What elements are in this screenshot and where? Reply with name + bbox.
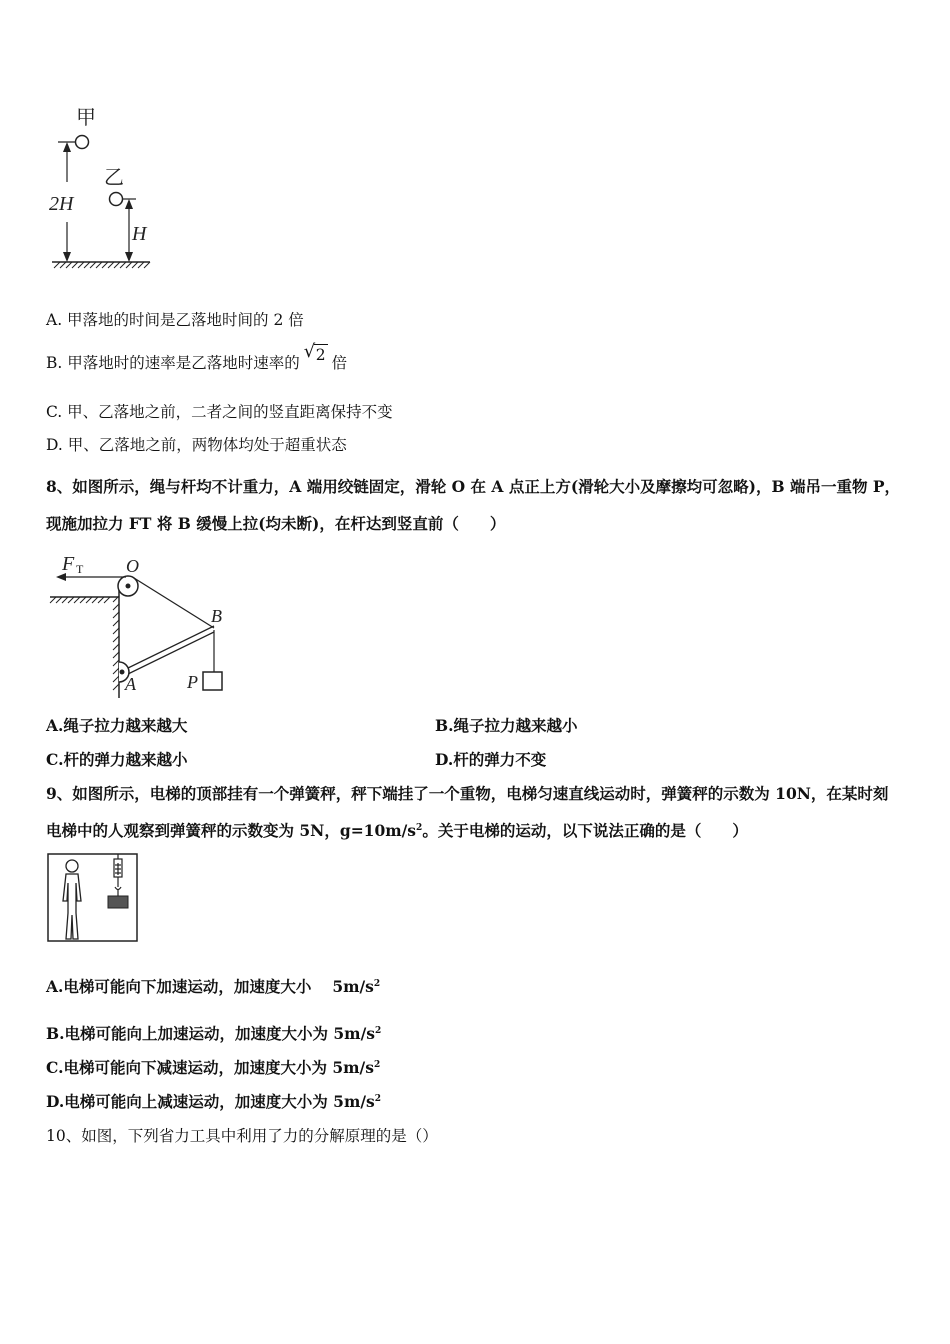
q9-option-c (46, 1058, 380, 1078)
label-h: H (132, 223, 147, 245)
q9-option-b (46, 1024, 381, 1044)
q9-option-c-sup: 2 (373, 1059, 381, 1070)
q9-option-a-text: A.电梯可能向下加速运动，加速度大小 5m/s (46, 977, 374, 996)
q7-option-d: D. 甲、乙落地之前，两物体均处于超重状态 (46, 436, 347, 454)
q8-stem-line-1: 8、如图所示，绳与杆均不计重力，A 端用绞链固定，滑轮 O 在 A 点正上方(滑轮大小及摩擦均可忽略)，B 端吊一重物 P， (46, 477, 901, 496)
q7-option-a: A. 甲落地的时间是乙落地时间的 2 倍 (46, 311, 304, 329)
q8-figure (44, 550, 234, 700)
q9-option-c-text: C.电梯可能向下减速运动，加速度大小为 5m/s (46, 1058, 374, 1077)
q8-stem-line-2: 现施加拉力 FT 将 B 缓慢上拉(均未断)，在杆达到竖直前（ ） (46, 514, 506, 533)
label-a: A (125, 674, 136, 694)
q9-option-b-sup: 2 (374, 1025, 382, 1036)
rope (134, 578, 214, 628)
q8-option-b: B.绳子拉力越来越小 (435, 716, 578, 735)
q9-stem-line-2-end: 。关于电梯的运动，以下说法正确的是（ ） (422, 821, 748, 840)
q7-option-c: C. 甲、乙落地之前，二者之间的竖直距离保持不变 (46, 403, 393, 421)
label-2h: 2H (49, 193, 74, 215)
q10-stem: 10、如图，下列省力工具中利用了力的分解原理的是（） (46, 1127, 438, 1145)
hinge-a (120, 670, 125, 675)
label-jia: 甲 (76, 107, 96, 129)
sqrt-symbol: √ 2 (303, 341, 326, 364)
q9-option-d-text: D.电梯可能向上减速运动，加速度大小为 5m/s (46, 1092, 375, 1111)
q9-option-a (46, 977, 380, 997)
q8-option-c: C.杆的弹力越来越小 (46, 750, 188, 769)
label-o: O (126, 556, 139, 576)
label-f: F (62, 553, 75, 575)
q7-option-b (46, 341, 348, 373)
weight-block (108, 896, 128, 908)
q7-option-b-text: B. 甲落地时的速率是乙落地时速率的 (46, 354, 300, 372)
q7-option-b-suffix: 倍 (331, 354, 348, 372)
q9-elevator-figure (47, 853, 139, 943)
q9-stem-line-2-text: 电梯中的人观察到弹簧秤的示数变为 5N，g=10m/s (46, 821, 417, 840)
q7-figure (40, 100, 170, 275)
q9-stem-sup: 2 (416, 822, 423, 833)
q9-stem-line-2 (46, 821, 748, 841)
ball-jia (76, 136, 89, 149)
q9-stem-line-1: 9、如图所示，电梯的顶部挂有一个弹簧秤，秤下端挂了一个重物，电梯匀速直线运动时，弹簧秤的示数为 10N，在某时刻 (46, 784, 889, 803)
q9-option-d-sup: 2 (374, 1093, 382, 1104)
label-yi: 乙 (104, 167, 124, 189)
label-p: P (187, 672, 198, 692)
sqrt-radicand: 2 (315, 346, 326, 364)
ball-yi (110, 193, 123, 206)
q8-option-a: A.绳子拉力越来越大 (46, 716, 188, 735)
q8-option-d: D.杆的弹力不变 (435, 750, 547, 769)
rod (124, 626, 214, 670)
q9-option-d (46, 1092, 381, 1112)
q9-option-b-text: B.电梯可能向上加速运动，加速度大小为 5m/s (46, 1024, 375, 1043)
label-b: B (211, 606, 222, 626)
q9-option-a-sup: 2 (373, 978, 381, 989)
weight-p (203, 672, 222, 690)
label-t-subscript: T (76, 562, 84, 576)
